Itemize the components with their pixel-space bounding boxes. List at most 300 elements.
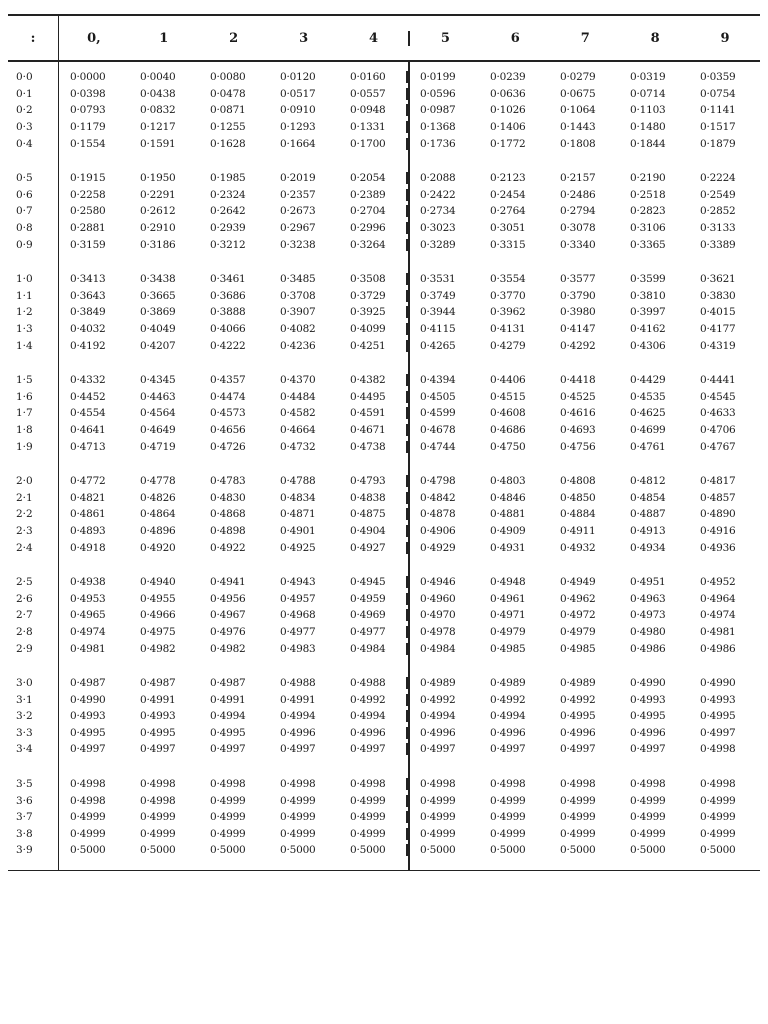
- table-cell: 0·1879: [700, 137, 736, 150]
- table-cell: 0·4999: [210, 794, 246, 807]
- table-cell: 0·4382: [338, 374, 408, 386]
- table-cell: 0·4997: [560, 743, 596, 756]
- table-cell: 0·4982: [140, 642, 176, 655]
- table-cell: 0·1026: [490, 104, 526, 117]
- table-cell: 0·4992: [560, 693, 596, 706]
- table-row: [8, 304, 758, 321]
- table-cell: 0·4699: [630, 423, 666, 436]
- table-cell: 0·4980: [630, 625, 666, 638]
- table-cell: 0·4484: [280, 390, 316, 403]
- table-cell: 0·5000: [560, 844, 596, 857]
- table-row: [8, 640, 758, 657]
- table-cell: 0·4463: [140, 390, 176, 403]
- table-cell: 0·4222: [210, 339, 246, 352]
- table-cell: 0·3997: [630, 306, 666, 319]
- table-cell: 0·4970: [420, 609, 456, 622]
- table-cell: 0·4015: [700, 306, 736, 319]
- table-cell: 0·4357: [210, 374, 246, 387]
- table-cell: 0·2123: [490, 172, 526, 185]
- table-cell: 0·3907: [280, 306, 316, 319]
- table-cell: 0·1179: [70, 121, 106, 134]
- table-cell: 0·1844: [630, 137, 666, 150]
- table-cell: 0·0636: [490, 87, 526, 100]
- table-cell: 0·1293: [280, 121, 316, 134]
- table-row: [8, 725, 758, 742]
- table-cell: 0·3962: [490, 306, 526, 319]
- table-cell: 0·4943: [280, 576, 316, 589]
- table-cell: 0·0040: [140, 71, 176, 84]
- table-cell: 0·3106: [630, 222, 666, 235]
- table-cell: 0·4999: [210, 827, 246, 840]
- row-label: 1·5: [16, 374, 33, 387]
- table-cell: 0·3643: [70, 289, 106, 302]
- header-lead-cell: :: [8, 16, 59, 60]
- table-cell: 0·4817: [700, 475, 736, 488]
- table-cell: 0·4972: [560, 609, 596, 622]
- table-row: [8, 86, 758, 103]
- table-cell: 0·5000: [700, 844, 736, 857]
- table-cell: 0·4884: [560, 508, 596, 521]
- table-cell: 0·1664: [280, 137, 316, 150]
- row-label: 1·9: [16, 440, 33, 453]
- table-cell: 0·3770: [490, 289, 526, 302]
- table-cell: 0·4965: [70, 609, 106, 622]
- table-cell: 0·4904: [338, 525, 408, 537]
- table-cell: 0·4936: [700, 541, 736, 554]
- table-cell: 0·4826: [140, 491, 176, 504]
- header-col-6: 6: [510, 30, 520, 46]
- table-cell: 0·4887: [630, 508, 666, 521]
- table-cell: 0·4306: [630, 339, 666, 352]
- table-cell: 0·4993: [630, 693, 666, 706]
- table-cell: 0·2389: [338, 189, 408, 201]
- table-cell: 0·4591: [338, 407, 408, 419]
- table-cell: 0·4671: [338, 424, 408, 436]
- table-cell: 0·4949: [560, 576, 596, 589]
- table-row: [8, 574, 758, 591]
- table-cell: 0·4997: [700, 726, 736, 739]
- table-cell: 0·4991: [140, 693, 176, 706]
- table-cell: 0·0120: [280, 71, 316, 84]
- table-cell: 0·4994: [210, 710, 246, 723]
- row-label: 0·6: [16, 188, 33, 201]
- table-cell: 0·0438: [140, 87, 176, 100]
- table-cell: 0·4985: [490, 642, 526, 655]
- header-col-5: 5: [440, 30, 450, 46]
- row-block: [8, 372, 758, 455]
- table-cell: 0·4778: [140, 475, 176, 488]
- table-row: [8, 170, 758, 187]
- table-cell: 0·4998: [140, 778, 176, 791]
- table-cell: 0·0359: [700, 71, 736, 84]
- table-cell: 0·4916: [700, 524, 736, 537]
- table-cell: 0·4625: [630, 407, 666, 420]
- table-cell: 0·4998: [630, 778, 666, 791]
- table-cell: 0·3599: [630, 273, 666, 286]
- table-cell: 0·4993: [70, 710, 106, 723]
- table-cell: 0·4996: [630, 726, 666, 739]
- table-row: [8, 792, 758, 809]
- table-cell: 0·4192: [70, 339, 106, 352]
- table-cell: 0·4573: [210, 407, 246, 420]
- table-cell: 0·4931: [490, 541, 526, 554]
- table-cell: 0·4977: [338, 626, 408, 638]
- table-cell: 0·2157: [560, 172, 596, 185]
- table-cell: 0·2881: [70, 222, 106, 235]
- row-label: 3·0: [16, 677, 33, 690]
- table-cell: 0·4985: [560, 642, 596, 655]
- lead-divider: [58, 62, 59, 870]
- table-cell: 0·4997: [420, 743, 456, 756]
- row-block: [8, 69, 758, 152]
- row-label: 2·6: [16, 592, 33, 605]
- table-cell: 0·4999: [490, 794, 526, 807]
- row-block: [8, 271, 758, 354]
- row-label: 1·6: [16, 390, 33, 403]
- table-row: [8, 473, 758, 490]
- header-col-7: 7: [580, 30, 590, 46]
- table-row: [8, 405, 758, 422]
- row-label: 2·0: [16, 475, 33, 488]
- row-label: 2·3: [16, 524, 33, 537]
- table-cell: 0·1591: [140, 137, 176, 150]
- table-cell: 0·3438: [140, 273, 176, 286]
- header-col-8: 8: [650, 30, 660, 46]
- table-row: [8, 590, 758, 607]
- table-body: [8, 62, 760, 870]
- table-cell: 0·4988: [338, 677, 408, 689]
- table-cell: 0·0754: [700, 87, 736, 100]
- table-cell: 0·4996: [490, 726, 526, 739]
- table-cell: 0·4966: [140, 609, 176, 622]
- table-grid: [8, 62, 758, 870]
- table-cell: 0·4850: [560, 491, 596, 504]
- table-cell: 0·2823: [630, 205, 666, 218]
- table-cell: 0·4808: [560, 475, 596, 488]
- table-cell: 0·4726: [210, 440, 246, 453]
- table-cell: 0·4986: [630, 642, 666, 655]
- table-cell: 0·0910: [280, 104, 316, 117]
- table-cell: 0·4999: [338, 811, 408, 823]
- table-cell: 0·4515: [490, 390, 526, 403]
- header-row: [8, 16, 760, 62]
- table-cell: 0·4821: [70, 491, 106, 504]
- table-cell: 0·4868: [210, 508, 246, 521]
- table-row: [8, 337, 758, 354]
- table-cell: 0·4999: [140, 827, 176, 840]
- table-cell: 0·0987: [420, 104, 456, 117]
- table-row: [8, 607, 758, 624]
- table-cell: 0·0517: [280, 87, 316, 100]
- table-row: [8, 776, 758, 793]
- table-cell: 0·4967: [210, 609, 246, 622]
- table-row: [8, 826, 758, 843]
- header-col-9: 9: [720, 30, 730, 46]
- table-cell: 0·4995: [210, 726, 246, 739]
- table-cell: 0·4994: [280, 710, 316, 723]
- row-label: 3·3: [16, 726, 33, 739]
- table-cell: 0·1406: [490, 121, 526, 134]
- table-cell: 0·3508: [338, 273, 408, 285]
- table-cell: 0·4582: [280, 407, 316, 420]
- table-cell: 0·4999: [630, 794, 666, 807]
- table-cell: 0·4207: [140, 339, 176, 352]
- table-cell: 0·4812: [630, 475, 666, 488]
- table-cell: 0·4099: [338, 323, 408, 335]
- table-cell: 0·0596: [420, 87, 456, 100]
- table-cell: 0·4983: [280, 642, 316, 655]
- table-cell: 0·4977: [280, 625, 316, 638]
- table-cell: 0·3980: [560, 306, 596, 319]
- table-cell: 0·4798: [420, 475, 456, 488]
- table-cell: 0·4830: [210, 491, 246, 504]
- table-cell: 0·4998: [700, 778, 736, 791]
- row-label: 1·2: [16, 306, 33, 319]
- table-row: [8, 389, 758, 406]
- table-cell: 0·4838: [338, 492, 408, 504]
- table-cell: 0·4906: [420, 524, 456, 537]
- table-cell: 0·4999: [70, 811, 106, 824]
- row-label: 0·0: [16, 71, 33, 84]
- table-row: [8, 675, 758, 692]
- table-cell: 0·4857: [700, 491, 736, 504]
- row-label: 3·9: [16, 844, 33, 857]
- row-block: [8, 675, 758, 758]
- row-label: 1·0: [16, 273, 33, 286]
- table-cell: 0·4974: [700, 609, 736, 622]
- table-cell: 0·4981: [70, 642, 106, 655]
- table-cell: 0·4686: [490, 423, 526, 436]
- row-label: 0·2: [16, 104, 33, 117]
- table-cell: 0·3554: [490, 273, 526, 286]
- table-cell: 0·4999: [140, 811, 176, 824]
- table-cell: 0·4999: [560, 794, 596, 807]
- table-cell: 0·4998: [338, 778, 408, 790]
- table-cell: 0·4979: [560, 625, 596, 638]
- table-cell: 0·4834: [280, 491, 316, 504]
- table-row: [8, 135, 758, 152]
- table-cell: 0·4875: [338, 508, 408, 520]
- table-cell: 0·4995: [630, 710, 666, 723]
- table-cell: 0·3133: [700, 222, 736, 235]
- header-col-4: 4: [339, 31, 411, 46]
- table-cell: 0·4992: [420, 693, 456, 706]
- table-row: [8, 741, 758, 758]
- table-cell: 0·2794: [560, 205, 596, 218]
- row-label: 2·4: [16, 541, 33, 554]
- table-cell: 0·2324: [210, 188, 246, 201]
- table-cell: 0·4934: [630, 541, 666, 554]
- table-cell: 0·1443: [560, 121, 596, 134]
- table-cell: 0·4881: [490, 508, 526, 521]
- table-cell: 0·4767: [700, 440, 736, 453]
- table-cell: 0·3212: [210, 238, 246, 251]
- table-row: [8, 624, 758, 641]
- table-cell: 0·2454: [490, 188, 526, 201]
- table-cell: 0·3365: [630, 238, 666, 251]
- table-cell: 0·4803: [490, 475, 526, 488]
- table-row: [8, 321, 758, 338]
- table-cell: 0·4772: [70, 475, 106, 488]
- table-cell: 0·2764: [490, 205, 526, 218]
- table-cell: 0·3888: [210, 306, 246, 319]
- table-cell: 0·2258: [70, 188, 106, 201]
- table-cell: 0·4693: [560, 423, 596, 436]
- table-cell: 0·1517: [700, 121, 736, 134]
- table-cell: 0·4236: [280, 339, 316, 352]
- table-row: [8, 523, 758, 540]
- table-cell: 0·4998: [70, 794, 106, 807]
- table-cell: 0·0948: [338, 104, 408, 116]
- table-cell: 0·4608: [490, 407, 526, 420]
- table-cell: 0·4925: [280, 541, 316, 554]
- table-cell: 0·4986: [700, 642, 736, 655]
- table-row: [8, 422, 758, 439]
- table-cell: 0·4998: [420, 778, 456, 791]
- table-cell: 0·4999: [630, 827, 666, 840]
- table-cell: 0·4987: [70, 677, 106, 690]
- table-row: [8, 119, 758, 136]
- table-cell: 0·2291: [140, 188, 176, 201]
- header-col-3: 3: [299, 30, 309, 46]
- table-cell: 0·4032: [70, 323, 106, 336]
- row-label: 0·3: [16, 121, 33, 134]
- table-cell: 0·4996: [338, 727, 408, 739]
- table-cell: 0·4999: [70, 827, 106, 840]
- bottom-rule: [8, 870, 760, 871]
- table-cell: 0·4066: [210, 323, 246, 336]
- table-cell: 0·4998: [140, 794, 176, 807]
- table-cell: 0·4998: [490, 778, 526, 791]
- table-cell: 0·4999: [700, 827, 736, 840]
- table-cell: 0·1915: [70, 172, 106, 185]
- table-cell: 0·4999: [700, 794, 736, 807]
- table-cell: 0·4997: [630, 743, 666, 756]
- table-cell: 0·4909: [490, 524, 526, 537]
- table-cell: 0·4738: [338, 441, 408, 453]
- table-cell: 0·4394: [420, 374, 456, 387]
- row-label: 3·4: [16, 743, 33, 756]
- table-cell: 0·4292: [560, 339, 596, 352]
- table-cell: 0·4997: [490, 743, 526, 756]
- table-cell: 0·4535: [630, 390, 666, 403]
- table-cell: 0·4997: [70, 743, 106, 756]
- table-cell: 0·4793: [338, 475, 408, 487]
- table-cell: 0·5000: [70, 844, 106, 857]
- table-cell: 0·1772: [490, 137, 526, 150]
- row-label: 3·6: [16, 794, 33, 807]
- table-cell: 0·0199: [420, 71, 456, 84]
- table-cell: 0·4982: [210, 642, 246, 655]
- row-label: 2·5: [16, 576, 33, 589]
- table-row: [8, 539, 758, 556]
- table-cell: 0·2852: [700, 205, 736, 218]
- table-cell: 0·4998: [280, 778, 316, 791]
- table-cell: 0·3790: [560, 289, 596, 302]
- table-cell: 0·4999: [210, 811, 246, 824]
- table-cell: 0·4999: [420, 794, 456, 807]
- table-cell: 0·4961: [490, 592, 526, 605]
- table-cell: 0·4554: [70, 407, 106, 420]
- table-cell: 0·2549: [700, 188, 736, 201]
- table-cell: 0·4788: [280, 475, 316, 488]
- table-cell: 0·4990: [70, 693, 106, 706]
- row-label: 1·4: [16, 339, 33, 352]
- table-cell: 0·1736: [420, 137, 456, 150]
- table-cell: 0·4525: [560, 390, 596, 403]
- table-cell: 0·0871: [210, 104, 246, 117]
- table-cell: 0·4964: [700, 592, 736, 605]
- table-cell: 0·4878: [420, 508, 456, 521]
- row-block: [8, 170, 758, 253]
- table-cell: 0·4901: [280, 524, 316, 537]
- table-cell: 0·4992: [490, 693, 526, 706]
- table-cell: 0·4783: [210, 475, 246, 488]
- table-cell: 0·4761: [630, 440, 666, 453]
- table-cell: 0·4948: [490, 576, 526, 589]
- table-cell: 0·1255: [210, 121, 246, 134]
- table-cell: 0·4952: [700, 576, 736, 589]
- table-cell: 0·4495: [338, 391, 408, 403]
- table-cell: 0·4929: [420, 541, 456, 554]
- header-col-0: 0,: [87, 30, 101, 46]
- table-row: [8, 236, 758, 253]
- row-label: 0·1: [16, 87, 33, 100]
- table-cell: 0·4997: [280, 743, 316, 756]
- table-cell: 0·4927: [338, 542, 408, 554]
- table-cell: 0·1985: [210, 172, 246, 185]
- table-cell: 0·0279: [560, 71, 596, 84]
- table-cell: 0·4995: [700, 710, 736, 723]
- table-cell: 0·4995: [70, 726, 106, 739]
- row-label: 1·3: [16, 323, 33, 336]
- row-label: 0·9: [16, 238, 33, 251]
- table-cell: 0·2673: [280, 205, 316, 218]
- table-cell: 0·4082: [280, 323, 316, 336]
- table-cell: 0·1628: [210, 137, 246, 150]
- table-cell: 0·1554: [70, 137, 106, 150]
- table-cell: 0·0478: [210, 87, 246, 100]
- table-cell: 0·0000: [70, 71, 106, 84]
- table-cell: 0·4898: [210, 524, 246, 537]
- table-cell: 0·4922: [210, 541, 246, 554]
- table-cell: 0·4999: [280, 811, 316, 824]
- table-cell: 0·4987: [210, 677, 246, 690]
- table-cell: 0·1700: [338, 138, 408, 150]
- table-cell: 0·1950: [140, 172, 176, 185]
- table-cell: 0·4505: [420, 390, 456, 403]
- table-cell: 0·4641: [70, 423, 106, 436]
- table-cell: 0·4998: [700, 743, 736, 756]
- table-cell: 0·4999: [560, 811, 596, 824]
- table-cell: 0·4995: [560, 710, 596, 723]
- table-cell: 0·4418: [560, 374, 596, 387]
- table-cell: 0·5000: [338, 844, 408, 856]
- table-cell: 0·2190: [630, 172, 666, 185]
- table-cell: 0·4896: [140, 524, 176, 537]
- table-cell: 0·4979: [490, 625, 526, 638]
- table-cell: 0·4963: [630, 592, 666, 605]
- table-cell: 0·4999: [280, 827, 316, 840]
- table-cell: 0·4999: [630, 811, 666, 824]
- table-cell: 0·3340: [560, 238, 596, 251]
- table-cell: 0·4992: [338, 694, 408, 706]
- table-cell: 0·4974: [70, 625, 106, 638]
- table-cell: 0·1103: [630, 104, 666, 117]
- table-cell: 0·3051: [490, 222, 526, 235]
- table-cell: 0·3749: [420, 289, 456, 302]
- table-cell: 0·4890: [700, 508, 736, 521]
